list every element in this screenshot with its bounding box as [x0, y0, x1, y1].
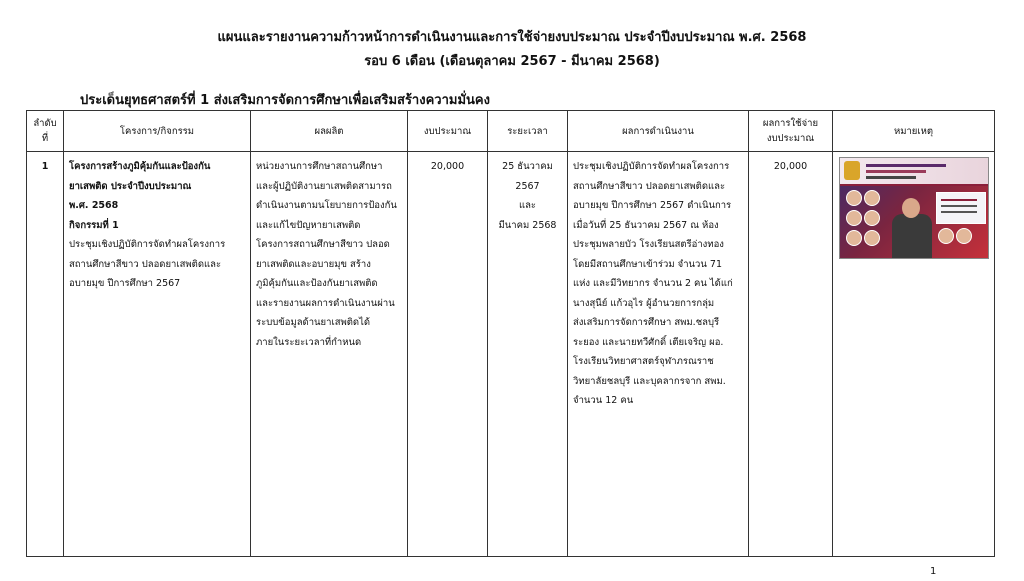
header-no: ลำดับ ที่: [27, 111, 64, 152]
header-result: ผลการดำเนินงาน: [568, 111, 749, 152]
cell-budget: 20,000: [408, 152, 488, 557]
header-spent: ผลการใช้จ่าย งบประมาณ: [749, 111, 833, 152]
header-period: ระยะเวลา: [488, 111, 568, 152]
cell-no: 1: [27, 152, 64, 557]
document-title: แผนและรายงานความก้าวหน้าการดำเนินงานและการใช้จ่ายงบประมาณ ประจำปีงบประมาณ พ.ศ. 2568: [217, 30, 807, 45]
cell-remark: [833, 152, 995, 557]
seal-icon: [844, 161, 860, 180]
speaker-figure: [892, 214, 932, 258]
cell-period: 25 ธันวาคม 2567 และ มีนาคม 2568: [488, 152, 568, 557]
page-number: 1: [930, 566, 937, 577]
cell-spent: 20,000: [749, 152, 833, 557]
cell-project: โครงการสร้างภูมิคุ้มกันและป้องกัน ยาเสพติด ประจำปีงบประมาณ พ.ศ. 2568 กิจกรรมที่ 1 ประชุมเชิงปฏิบัติการจัดทำผลโครงการ สถานศึกษาสีขาว ปลอดยาเสพติดและ อบายมุข ปีการศึกษา 2567: [64, 152, 251, 557]
cell-output: หน่วยงานการศึกษาสถานศึกษา และผู้ปฏิบัติงานยาเสพติดสามารถ ดำเนินงานตามนโยบายการป้องกัน และแก้ไขปัญหายาเสพติด โครงการสถานศึกษาสีขาว ปลอด ยาเสพติดและอบายมุข สร้าง ภูมิคุ้มกันและป้องกันยาเสพติด และรายงานผลการดำเนินงานผ่าน ระบบข้อมูลด้านยาเสพติดได้ ภายในระยะเวลาที่กำหนด: [251, 152, 408, 557]
cell-result: ประชุมเชิงปฏิบัติการจัดทำผลโครงการ สถานศึกษาสีขาว ปลอดยาเสพติดและ อบายมุข ปีการศึกษา 2567 ดำเนินการ เมื่อวันที่ 25 ธันวาคม 2567 ณ ห้อง ประชุมพลายบัว โรงเรียนสตรีอ่างทอง โดยมีสถานศึกษาเข้าร่วม จำนวน 71 แห่ง และมีวิทยากร จำนวน 2 คน ได้แก่ นางสุนีย์ แก้วอุไร ผู้อำนวยการกลุ่ม ส่งเสริมการจัดการศึกษา สพม.ชลบุรี ระยอง และนายทวีศักดิ์ เตียเจริญ ผอ. โรงเรียนวิทยาศาสตร์จุฬาภรณราช วิทยาลัยชลบุรี และบุคลากรจาก สพม. จำนวน 12 คน: [568, 152, 749, 557]
slide-screen: [936, 192, 986, 224]
header-output: ผลผลิต: [251, 111, 408, 152]
section-title: ประเด็นยุทธศาสตร์ที่ 1 ส่งเสริมการจัดการศึกษาเพื่อเสริมสร้างความมั่นคง: [80, 93, 490, 108]
meeting-photo: [839, 157, 989, 259]
table-row: [27, 152, 995, 557]
header-budget: งบประมาณ: [408, 111, 488, 152]
header-remark: หมายเหตุ: [833, 111, 995, 152]
report-table: [26, 110, 995, 557]
table-header-row: [27, 111, 995, 152]
header-project: โครงการ/กิจกรรม: [64, 111, 251, 152]
document-subtitle: รอบ 6 เดือน (เดือนตุลาคม 2567 - มีนาคม 2568): [364, 54, 660, 69]
